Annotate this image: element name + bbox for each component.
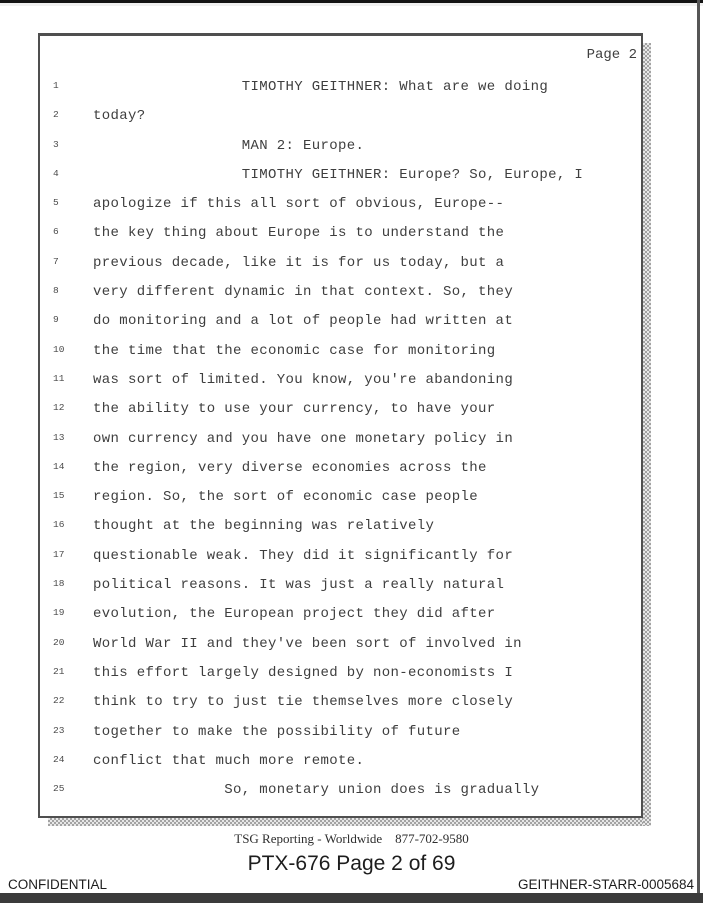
transcript-page (38, 33, 643, 818)
transcript-line (40, 659, 641, 688)
transcript-line-text: the ability to use your currency, to have your (93, 401, 496, 418)
transcript-line-text: previous decade, like it is for us today, but a (93, 254, 505, 271)
transcript-lines (40, 73, 641, 805)
transcript-line-text: TIMOTHY GEITHNER: What are we doing (93, 79, 549, 95)
transcript-line (40, 571, 641, 600)
transcript-line (40, 512, 641, 541)
bottom-bar (0, 893, 703, 903)
line-number: 22 (53, 695, 65, 707)
transcript-line (40, 307, 641, 336)
line-number: 6 (53, 226, 59, 238)
transcript-line (40, 630, 641, 659)
line-number: 3 (53, 138, 59, 150)
transcript-line (40, 219, 641, 248)
transcript-line-text: think to try to just tie themselves more closely (93, 694, 514, 711)
transcript-line-text: the key thing about Europe is to understand the (93, 225, 505, 242)
transcript-line-text: political reasons. It was just a really natural (93, 577, 505, 594)
window-top-border-highlight (0, 3, 703, 6)
line-number: 2 (53, 109, 59, 121)
transcript-line (40, 425, 641, 454)
line-number: 18 (53, 578, 65, 590)
line-number: 16 (53, 519, 65, 531)
transcript-line-text: questionable weak. They did it significantly for (93, 547, 514, 564)
transcript-line-text: together to make the possibility of future (93, 723, 461, 740)
bates-number: GEITHNER-STARR-0005684 (517, 877, 694, 892)
transcript-line-text: conflict that much more remote. (93, 752, 365, 769)
transcript-line (40, 454, 641, 483)
line-number: 12 (53, 402, 65, 414)
line-number: 4 (53, 167, 59, 179)
transcript-line-text: region. So, the sort of economic case people (93, 489, 479, 506)
line-number: 24 (53, 753, 65, 765)
line-number: 15 (53, 490, 65, 502)
transcript-line-text: the time that the economic case for monitoring (93, 342, 496, 359)
transcript-line-text: World War II and they've been sort of involved in (93, 635, 522, 652)
transcript-line-text: evolution, the European project they did after (93, 606, 496, 623)
transcript-line (40, 776, 641, 805)
page-shadow-right (643, 43, 651, 826)
transcript-line (40, 73, 641, 102)
window-right-border (697, 0, 700, 893)
line-number: 21 (53, 665, 65, 677)
transcript-line-text: very different dynamic in that context. So, they (93, 284, 514, 301)
page-number-label: Page 2 (586, 47, 637, 63)
transcript-line (40, 483, 641, 512)
transcript-line-text: TIMOTHY GEITHNER: Europe? So, Europe, I (93, 166, 584, 183)
line-number: 10 (53, 343, 65, 355)
line-number: 8 (53, 285, 59, 297)
transcript-line (40, 190, 641, 219)
transcript-line-text: do monitoring and a lot of people had written at (93, 313, 514, 330)
transcript-line-text: So, monetary union does is gradually (93, 782, 540, 799)
transcript-line (40, 161, 641, 190)
transcript-line-text: was sort of limited. You know, you're abandoning (93, 371, 514, 388)
transcript-line (40, 337, 641, 366)
line-number: 23 (53, 724, 65, 736)
line-number: 25 (53, 783, 65, 795)
transcript-line (40, 102, 641, 131)
line-number: 9 (53, 314, 59, 326)
transcript-line (40, 395, 641, 424)
transcript-line (40, 366, 641, 395)
transcript-line (40, 542, 641, 571)
line-number: 7 (53, 255, 59, 267)
transcript-line (40, 747, 641, 776)
confidential-label: CONFIDENTIAL (8, 877, 108, 892)
transcript-line-text: thought at the beginning was relatively (93, 518, 435, 535)
line-number: 17 (53, 548, 65, 560)
line-number: 19 (53, 607, 65, 619)
transcript-line-text: this effort largely designed by non-economists I (93, 664, 514, 681)
court-reporter-line: TSG Reporting - Worldwide 877-702-9580 (234, 831, 469, 846)
transcript-line (40, 249, 641, 278)
line-number: 20 (53, 636, 65, 648)
line-number: 1 (53, 80, 59, 91)
transcript-line-text: today? (93, 108, 146, 125)
transcript-line (40, 278, 641, 307)
page-shadow-bottom (48, 818, 643, 826)
transcript-line (40, 132, 641, 161)
exhibit-stamp: PTX-676 Page 2 of 69 (247, 852, 456, 875)
transcript-line (40, 718, 641, 747)
line-number: 14 (53, 460, 65, 472)
line-number: 5 (53, 197, 59, 209)
transcript-line-text: the region, very diverse economies across the (93, 459, 487, 476)
transcript-line-text: MAN 2: Europe. (93, 137, 365, 154)
line-number: 11 (53, 372, 65, 384)
transcript-line-text: own currency and you have one monetary policy in (93, 430, 514, 447)
transcript-line (40, 600, 641, 629)
transcript-line-text: apologize if this all sort of obvious, Europe-- (93, 196, 505, 213)
line-number: 13 (53, 431, 65, 443)
transcript-line (40, 688, 641, 717)
